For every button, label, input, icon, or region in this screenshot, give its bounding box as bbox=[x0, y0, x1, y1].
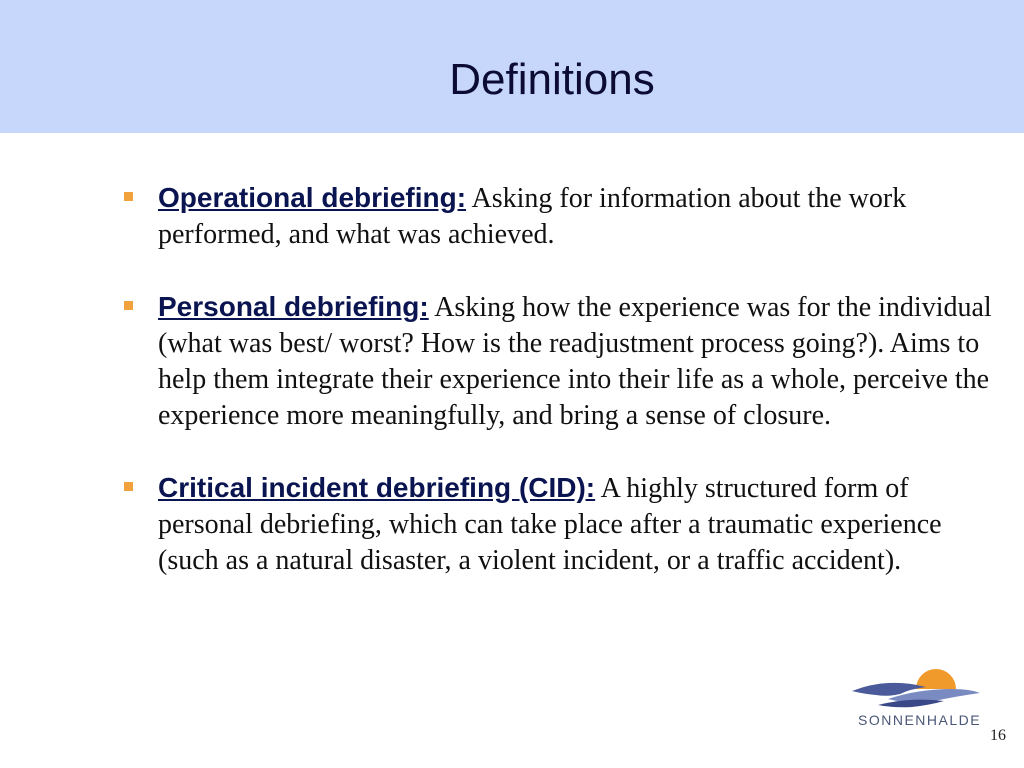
bullet-icon bbox=[124, 482, 133, 491]
definition-item bbox=[118, 470, 998, 579]
title-banner bbox=[0, 0, 1024, 133]
bullet-icon bbox=[124, 301, 133, 310]
slide-title: Definitions bbox=[449, 55, 655, 104]
logo-wordmark: SONNENHALDE bbox=[858, 712, 982, 728]
page-number: 16 bbox=[990, 727, 1006, 744]
definition-term: Critical incident debriefing (CID): bbox=[158, 472, 596, 503]
definition-text: Asking for information about the work performed, and what was achieved. bbox=[158, 183, 907, 250]
definition-text: A highly structured form of personal debriefing, which can take place after a traumatic experience (such as a natural disaster, a violent incident, or a traffic accident). bbox=[158, 473, 942, 576]
definition-term: Operational debriefing: bbox=[158, 182, 467, 213]
sun-icon bbox=[916, 669, 956, 689]
definition-text: Asking how the experience was for the individual (what was best/ worst? How is the readjustment process going?). Aims to help them integrate their experience into their life as a whole, perceive the experience more meaningfully, and bring a sense of closure. bbox=[158, 292, 992, 431]
bullet-icon bbox=[124, 192, 133, 201]
definition-list bbox=[118, 180, 998, 579]
definition-term: Personal debriefing: bbox=[158, 291, 429, 322]
definition-item bbox=[118, 289, 998, 434]
wave-icon bbox=[878, 700, 944, 708]
sonnenhalde-logo bbox=[848, 663, 984, 743]
definition-item bbox=[118, 180, 998, 253]
